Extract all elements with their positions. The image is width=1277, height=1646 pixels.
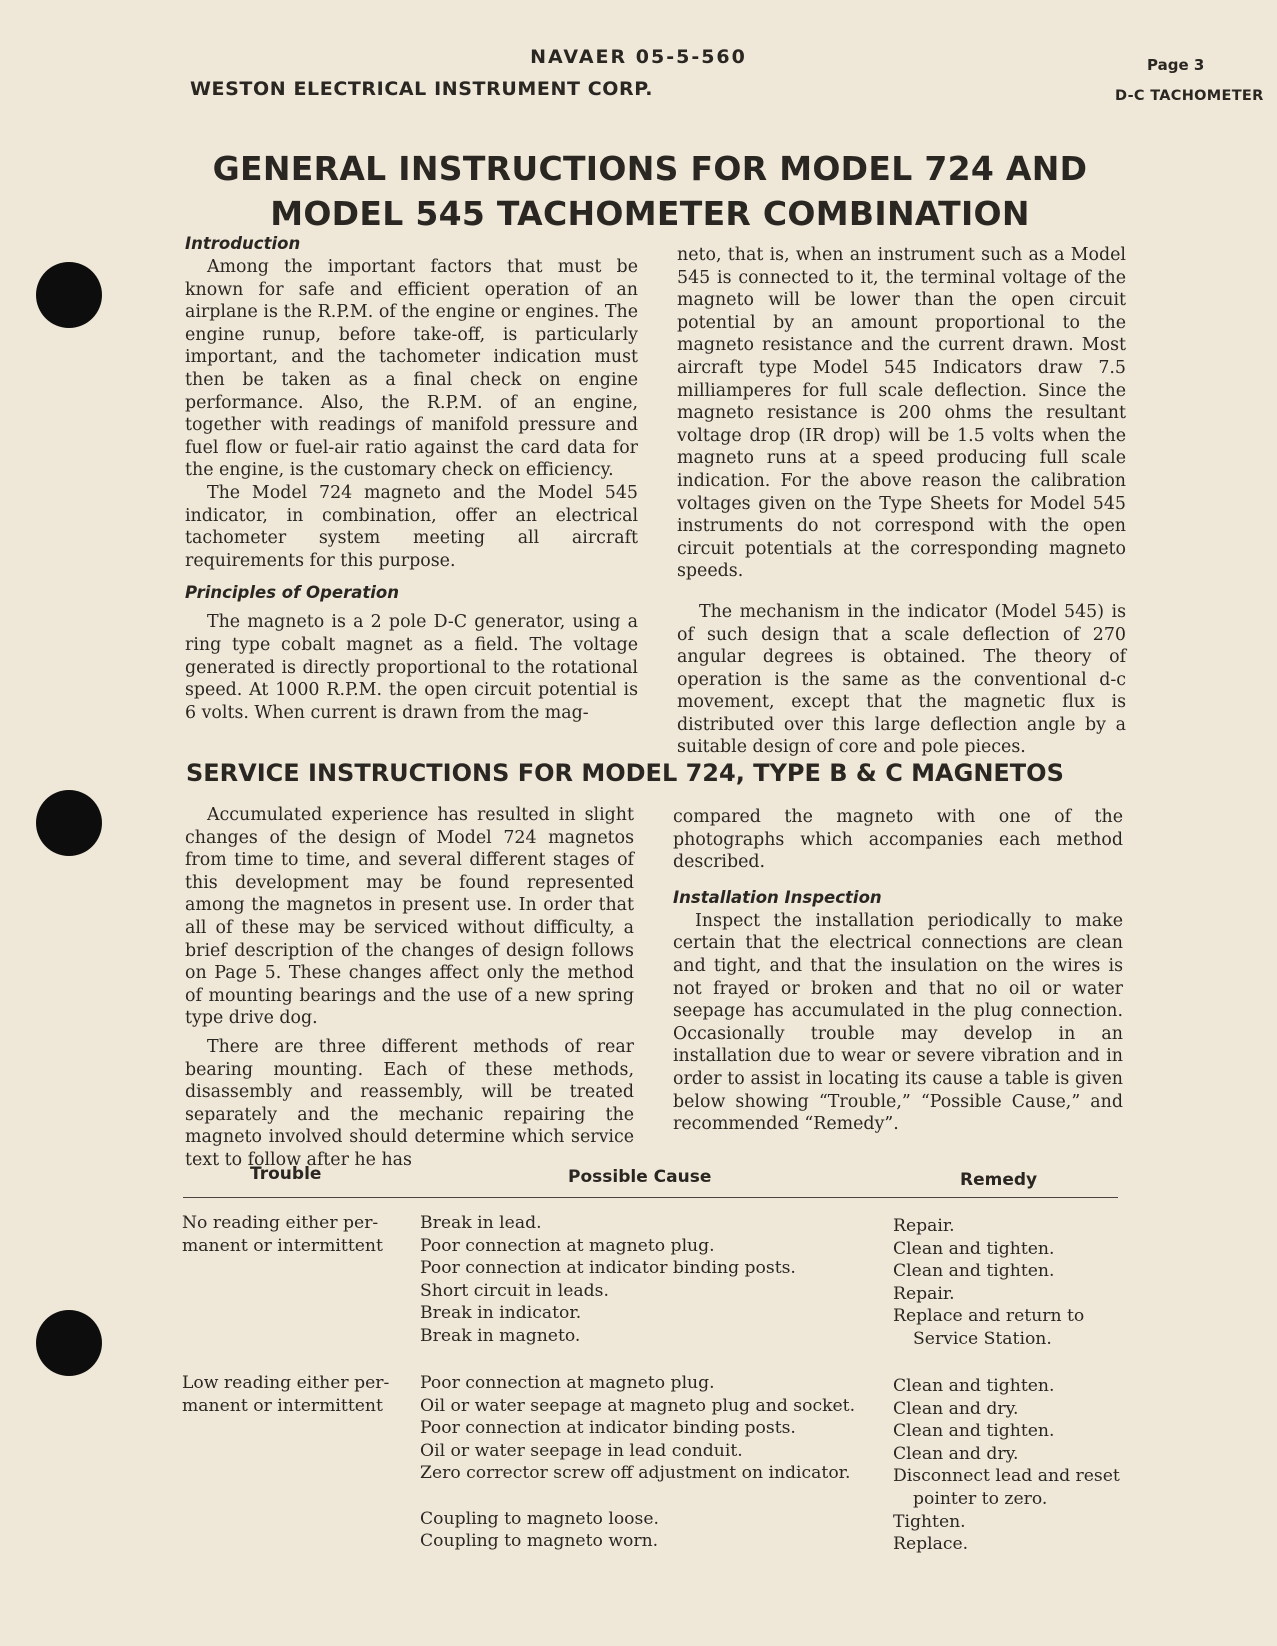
installation-inspection-heading: Installation Inspection [673,887,882,907]
punch-hole-middle [36,790,102,856]
page-title-line-2: MODEL 545 TACHOMETER COMBINATION [270,194,1030,233]
cause-cell-low-reading [420,1372,855,1553]
introduction-paragraph-2: The Model 724 magneto and the Model 545 indicator, in combination, offer an electrical tachometer system meeting all aircraft requirements for this purpose. [185,482,638,571]
cause-line: Coupling to magneto worn. [420,1531,659,1552]
principles-paragraph: The magneto is a 2 pole D-C generator, using a ring type cobalt magnet as a field. The voltage generated is directly proportional to the rotational speed. At 1000 R.P.M. the open circuit potential is 6 volts. When current is drawn from the mag- [185,612,638,723]
remedy-line: Clean and dry. [893,1443,1019,1464]
cause-line: Oil or water seepage at magneto plug and socket. [420,1395,856,1416]
remedy-line: Clean and dry. [893,1398,1019,1419]
section-name: D-C TACHOMETER [1115,88,1264,104]
trouble-line: No reading either per- [182,1213,379,1233]
service-left-column [185,804,634,1172]
introduction-heading: Introduction [185,234,301,253]
remedy-line: Disconnect lead and reset [893,1466,1120,1487]
punch-hole-top [36,262,102,328]
service-right-column [673,806,1123,1136]
service-heading: SERVICE INSTRUCTIONS FOR MODEL 724, TYPE B & C MAGNETOS [186,759,1064,787]
remedy-line: Replace. [893,1534,969,1555]
cause-line [420,1485,855,1508]
trouble-line: manent or intermittent [182,1395,383,1416]
cause-cell-no-reading [420,1212,796,1348]
table-header-remedy: Remedy [960,1170,1038,1190]
remedy-line: Repair. [893,1216,955,1236]
remedy-line: Repair. [893,1283,955,1304]
trouble-cell-low-reading [182,1372,389,1417]
general-right-column [677,244,1126,759]
punch-hole-bottom [36,1310,102,1376]
principles-continued-paragraph: neto, that is, when an instrument such as a Model 545 is connected to it, the terminal voltage of the magneto will be lower than the open circuit potential by an amount proportional to the magneto resistance and the current drawn. Most aircraft type Model 545 Indicators draw 7.5 milliamperes for full scale deflection. Since the magneto resistance is 200 ohms the resultant voltage drop (IR drop) will be 1.5 volts when the magneto runs at a speed producing full scale indication. For the above reason the calibration voltages given on the Type Sheets for Model 545 instruments do not correspond with the open circuit potentials at the corresponding magneto speeds. [677,245,1126,582]
remedy-line: Clean and tighten. [893,1421,1055,1442]
trouble-line: Low reading either per- [182,1373,390,1393]
cause-line: Short circuit in leads. [420,1280,609,1301]
mechanism-paragraph: The mechanism in the indicator (Model 545) is of such design that a scale deflection of 270 angular degrees is obtained. The theory of operation is the same as the conventional d-c movement, except that the magnetic flux is distributed over this large deflection angle by a suitable design of core and pole pieces. [677,601,1126,758]
service-paragraph-2: There are three different methods of rear bearing mounting. Each of these methods, disassembly and reassembly, will be treated separately and the mechanic repairing the magneto involved should determine which service text to follow after he has [185,1036,634,1170]
doc-number: NAVAER 05-5-560 [530,46,747,68]
cause-line: Break in magneto. [420,1325,581,1346]
installation-paragraph: Inspect the installation periodically to make certain that the electrical connections are clean and tight, and that the insulation on the wires is not frayed or broken and that no oil or water seepage has accumulated in the plug connection. Occasionally trouble may develop in an installation due to wear or severe vibration and in order to assist in locating its cause a table is given below showing “Trouble,” “Possible Cause,” and recommended “Remedy”. [673,910,1123,1135]
cause-line: Poor connection at indicator binding posts. [420,1258,796,1279]
remedy-line: Clean and tighten. [893,1261,1055,1282]
page-title-line-1: GENERAL INSTRUCTIONS FOR MODEL 724 AND [212,149,1088,188]
cause-line: Poor connection at magneto plug. [420,1235,715,1256]
cause-line: Break in lead. [420,1213,542,1233]
general-left-column [185,232,638,724]
remedy-line: Clean and tighten. [893,1376,1055,1396]
cause-line: Poor connection at magneto plug. [420,1373,715,1393]
remedy-line: Replace and return to [893,1306,1085,1327]
page-number: Page 3 [1147,56,1205,74]
table-header-rule [183,1197,1118,1198]
principles-heading: Principles of Operation [185,583,399,603]
table-header-trouble: Trouble [250,1164,322,1184]
table-header-possible-cause: Possible Cause [568,1167,712,1187]
company-name: WESTON ELECTRICAL INSTRUMENT CORP. [190,78,654,100]
service-paragraph-1: Accumulated experience has resulted in slight changes of the design of Model 724 magnetos from time to time, and several different stages of this development may be found represented among the magnetos in present use. In order that all of these may be serviced without difficulty, a brief description of the changes of design follows on Page 5. These changes affect only the method of mounting bearings and the use of a new spring type drive dog. [185,805,634,1029]
cause-line: Oil or water seepage in lead conduit. [420,1440,743,1461]
introduction-paragraph-1: Among the important factors that must be known for safe and efficient operation of an airplane is the R.P.M. of the engine or engines. The engine runup, before take-off, is particularly important, and the tachometer indication must then be taken as a final check on engine performance. Also, the R.P.M. of an engine, together with readings of manifold pressure and fuel flow or fuel-air ratio against the card data for the engine, is the customary check on efficiency. [185,257,638,481]
cause-line: Break in indicator. [420,1303,582,1324]
remedy-line: pointer to zero. [913,1488,1048,1509]
cause-line: Coupling to magneto loose. [420,1508,659,1529]
service-continued-paragraph: compared the magneto with one of the photographs which accompanies each method described. [673,807,1123,873]
remedy-line: Service Station. [913,1328,1052,1349]
remedy-cell-no-reading [893,1215,1118,1351]
cause-line: Zero corrector screw off adjustment on indicator. [420,1463,851,1484]
remedy-line: Clean and tighten. [893,1238,1055,1259]
cause-line: Poor connection at indicator binding posts. [420,1418,796,1439]
trouble-line: manent or intermittent [182,1235,383,1256]
trouble-cell-no-reading [182,1212,383,1257]
remedy-line: Tighten. [893,1511,966,1532]
remedy-cell-low-reading [893,1375,1118,1556]
